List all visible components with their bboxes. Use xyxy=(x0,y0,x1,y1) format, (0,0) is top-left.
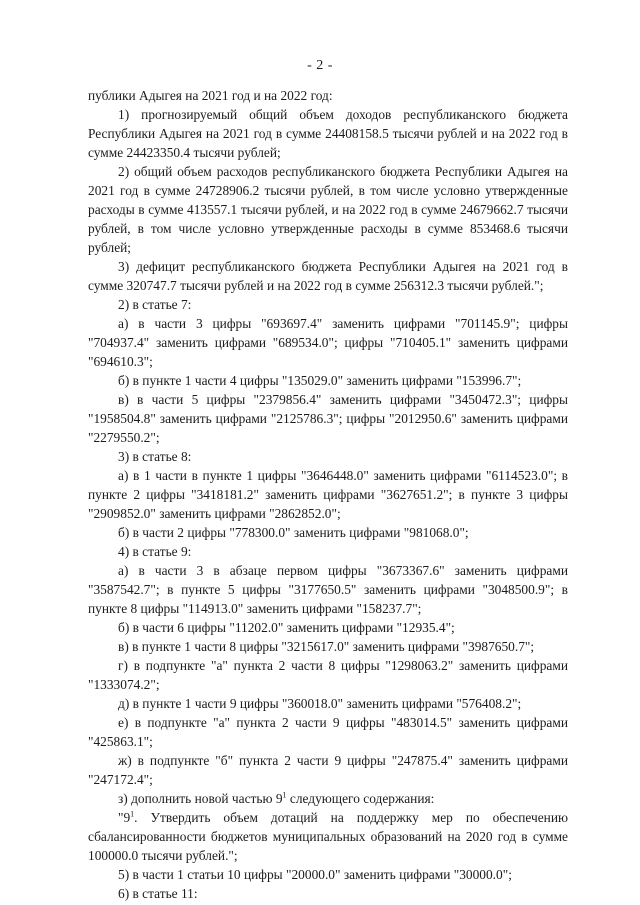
paragraph: 2) общий объем расходов республиканского бюджета Республики Адыгея на 2021 год в сумме 24728906.2 тысячи рублей, в том числе условно утвержденные расходы в сумме 413557.1 тысячи рублей, и на 2022 год в сумме 24679662.7 тысячи рублей, в том числе условно утвержденные расходы в сумме 853468.6 тысячи рублей; xyxy=(88,164,568,255)
paragraph: б) в части 6 цифры "11202.0" заменить цифрами "12935.4"; xyxy=(118,620,455,635)
paragraph: 5) в части 1 статьи 10 цифры "20000.0" заменить цифрами "30000.0"; xyxy=(118,867,512,882)
text-fragment: з) дополнить новой частью 9 xyxy=(118,791,283,806)
document-body xyxy=(88,86,568,903)
paragraph: в) в пункте 1 части 8 цифры "3215617.0" заменить цифрами "3987650.7"; xyxy=(118,639,535,654)
paragraph: в) в части 5 цифры "2379856.4" заменить цифрами "3450472.3"; цифры "1958504.8" заменить цифрами "2125786.3"; цифры "2012950.6" заменить цифрами "2279550.2"; xyxy=(88,392,568,445)
paragraph: а) в части 3 в абзаце первом цифры "3673367.6" заменить цифрами "3587542.7"; в пункте 5 цифры "3177650.5" заменить цифрами "3048500.9"; в пункте 8 цифры "114913.0" заменить цифрами "158237.7"; xyxy=(88,563,568,616)
paragraph: 4) в статье 9: xyxy=(118,544,192,559)
paragraph: 3) в статье 8: xyxy=(118,449,192,464)
superscript: 1 xyxy=(130,809,135,819)
paragraph: 2) в статье 7: xyxy=(118,297,192,312)
paragraph: 6) в статье 11: xyxy=(118,886,198,901)
page-number: - 2 - xyxy=(307,58,333,73)
paragraph-new-part xyxy=(88,789,568,808)
superscript: 1 xyxy=(282,790,287,800)
paragraph-quote xyxy=(88,808,568,865)
paragraph: ж) в подпункте "б" пункта 2 части 9 цифры "247875.4" заменить цифрами "247172.4"; xyxy=(88,753,568,787)
text-fragment: "9 xyxy=(118,810,131,825)
paragraph: е) в подпункте "а" пункта 2 части 9 цифры "483014.5" заменить цифрами "425863.1"; xyxy=(88,715,568,749)
paragraph: публики Адыгея на 2021 год и на 2022 год: xyxy=(88,88,333,103)
paragraph: б) в части 2 цифры "778300.0" заменить цифрами "981068.0"; xyxy=(118,525,469,540)
paragraph: г) в подпункте "а" пункта 2 части 8 цифры "1298063.2" заменить цифрами "1333074.2"; xyxy=(88,658,568,692)
text-fragment: следующего содержания: xyxy=(286,791,435,806)
paragraph: а) в 1 части в пункте 1 цифры "3646448.0" заменить цифрами "6114523.0"; в пункте 2 цифры "3418181.2" заменить цифрами "3627651.2"; в пункте 3 цифры "2909852.0" заменить цифрами "2862852.0"; xyxy=(88,468,568,521)
paragraph: б) в пункте 1 части 4 цифры "135029.0" заменить цифрами "153996.7"; xyxy=(118,373,522,388)
paragraph: 1) прогнозируемый общий объем доходов республиканского бюджета Республики Адыгея на 2021 год в сумме 24408158.5 тысячи рублей и на 2022 год в сумме 24423350.4 тысячи рублей; xyxy=(88,107,568,160)
paragraph: 3) дефицит республиканского бюджета Республики Адыгея на 2021 год в сумме 320747.7 тысячи рублей и на 2022 год в сумме 256312.3 тысячи рублей."; xyxy=(88,259,568,293)
text-fragment: . Утвердить объем дотаций на поддержку мер по обеспечению сбалансированности бюджетов муниципальных образований на 2020 год в сумме 100000.0 тысячи рублей."; xyxy=(88,810,568,863)
paragraph: д) в пункте 1 части 9 цифры "360018.0" заменить цифрами "576408.2"; xyxy=(118,696,522,711)
paragraph: а) в части 3 цифры "693697.4" заменить цифрами "701145.9"; цифры "704937.4" заменить цифрами "689534.0"; цифры "710405.1" заменить цифрами "694610.3"; xyxy=(88,316,568,369)
